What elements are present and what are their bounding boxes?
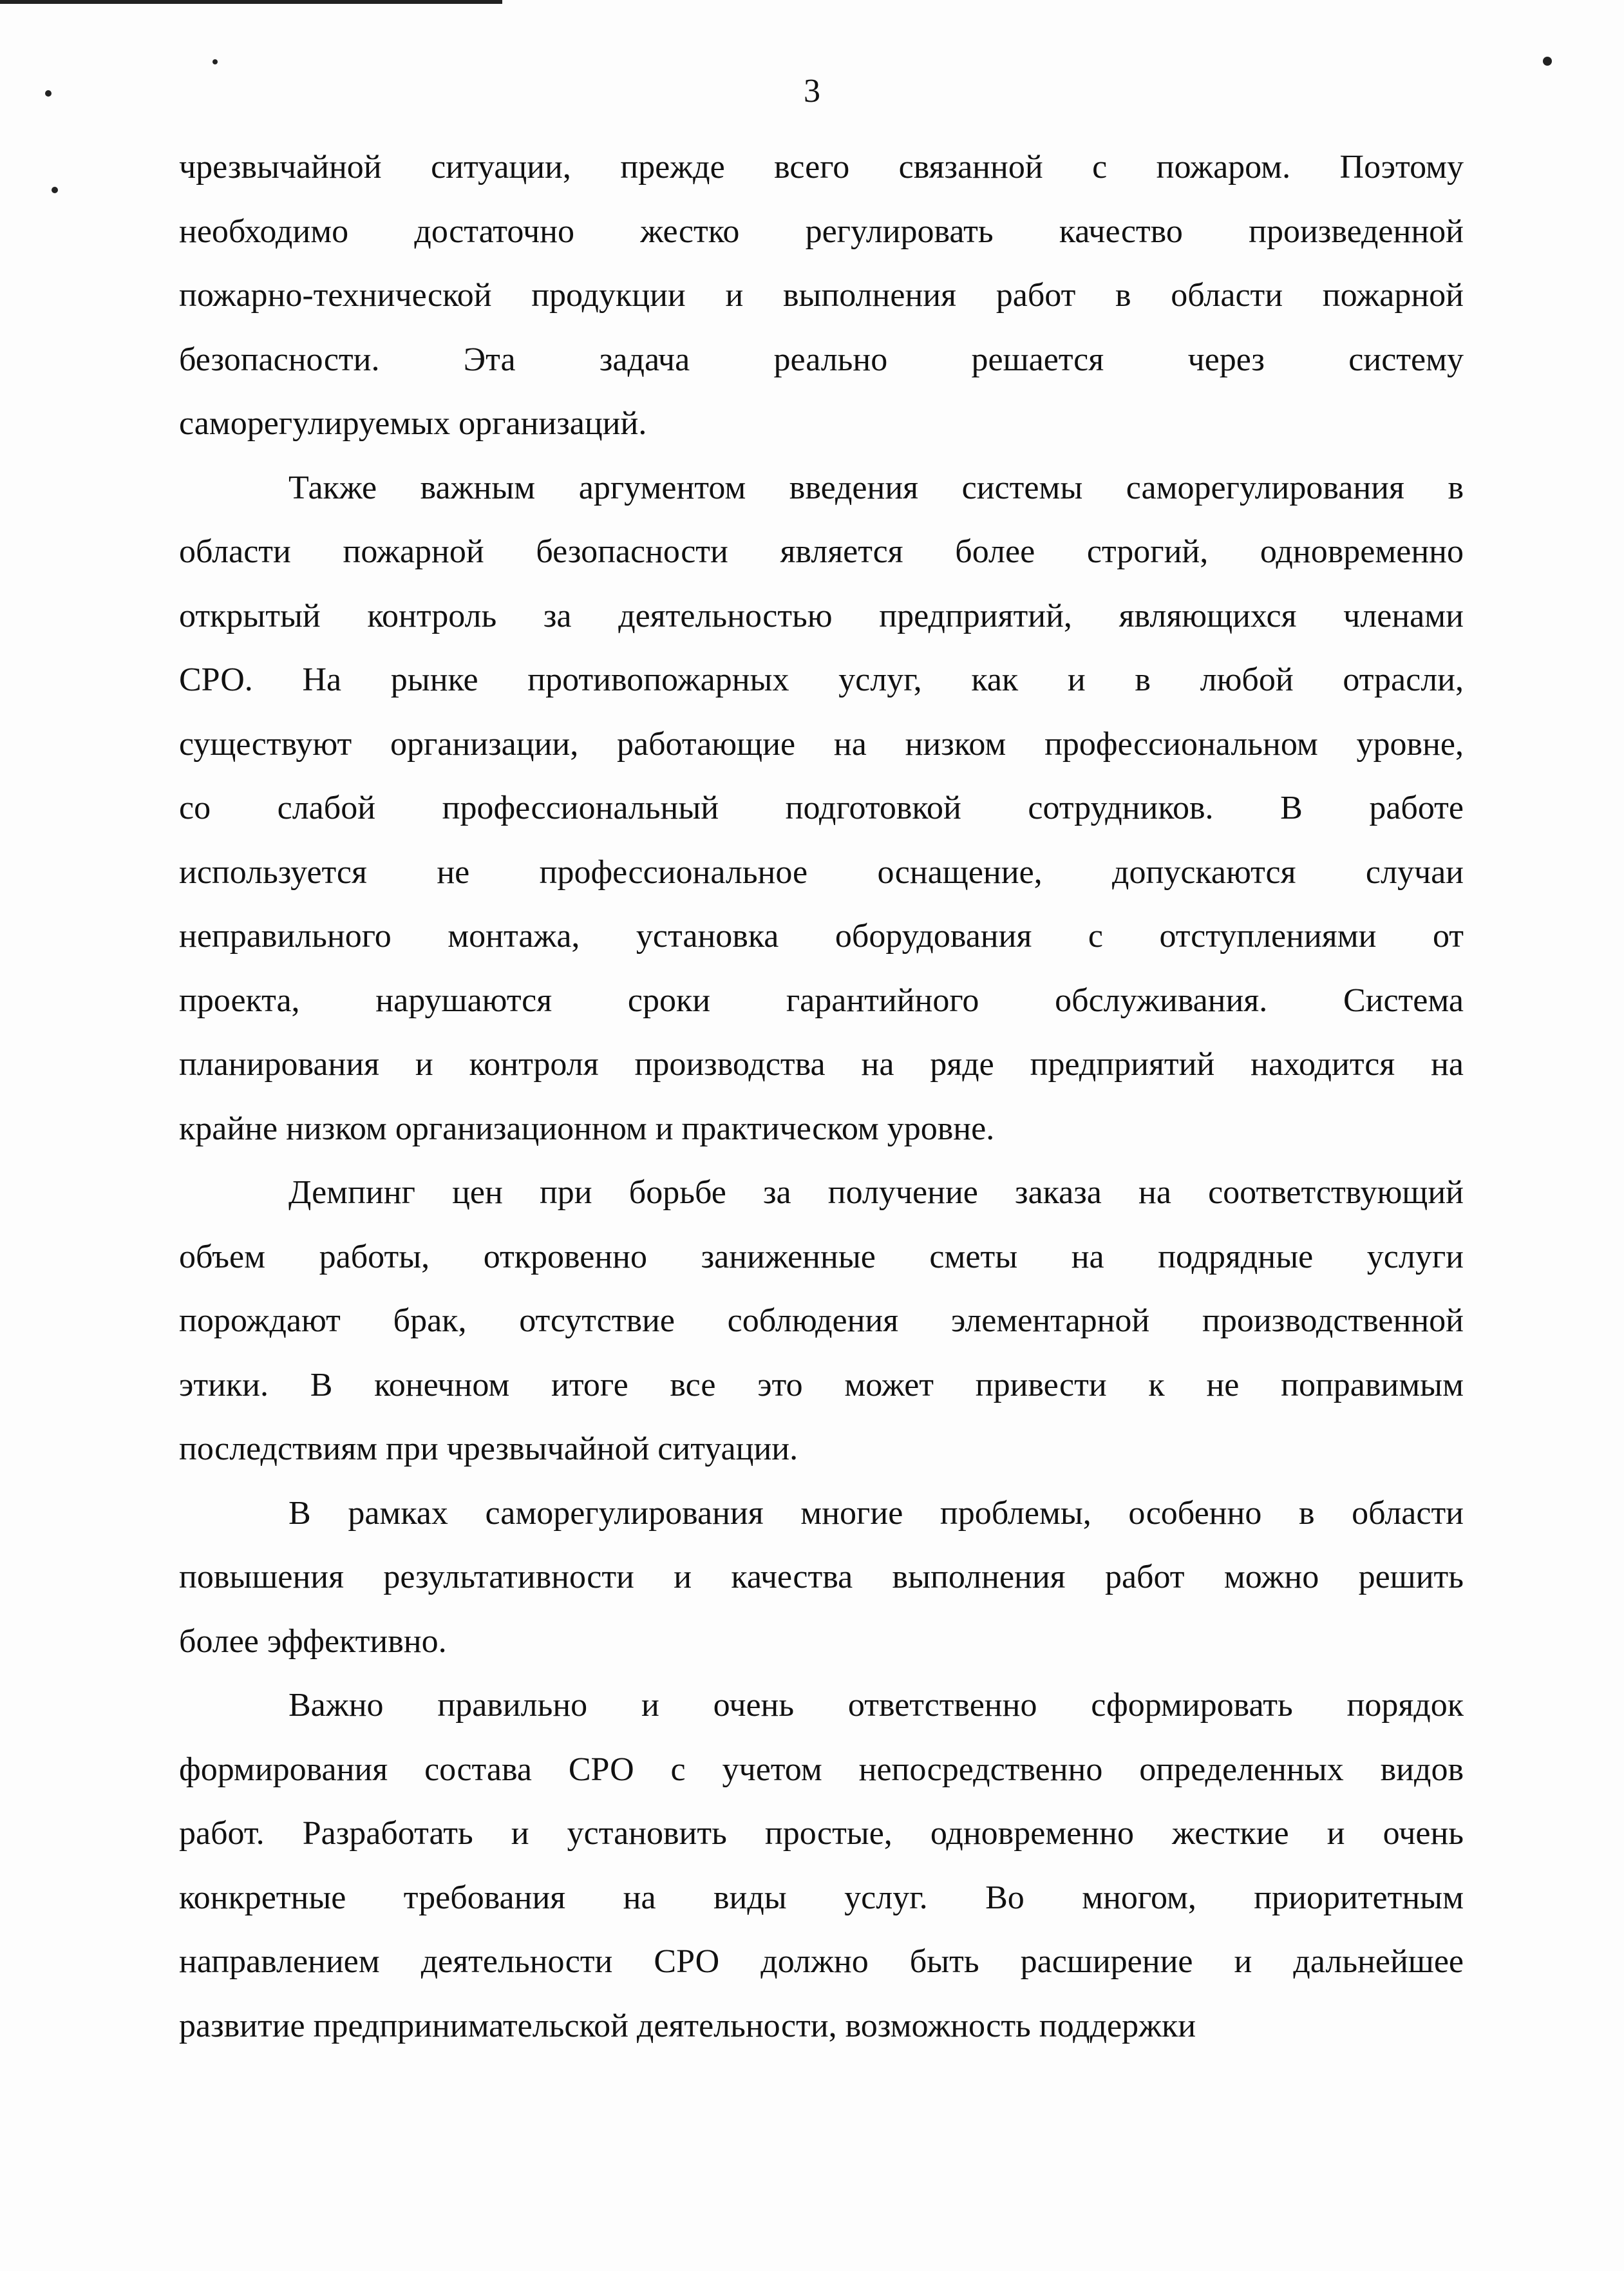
- text-line: области пожарной безопасности является более строгий, одновременно: [179, 533, 1464, 570]
- scan-speck: [52, 187, 58, 193]
- text-line: со слабой профессиональный подготовкой сотрудников. В работе: [179, 790, 1464, 826]
- scan-edge-mark: [0, 0, 502, 4]
- text-line: используется не профессиональное оснащение, допускаются случаи: [179, 853, 1464, 891]
- text-line: крайне низком организационном и практическом уровне.: [179, 1110, 995, 1147]
- paragraph: [179, 1673, 1464, 2058]
- paragraph: [179, 1161, 1464, 1481]
- scan-speck: [1543, 57, 1552, 66]
- text-line: чрезвычайной ситуации, прежде всего связанной с пожаром. Поэтому: [179, 149, 1464, 185]
- text-line: направлением деятельности СРО должно быть расширение и дальнейшее: [179, 1943, 1464, 1980]
- text-line: Также важным аргументом введения системы саморегулирования в: [288, 469, 1464, 506]
- page-number: 3: [804, 73, 820, 109]
- text-line: пожарно-технической продукции и выполнения работ в области пожарной: [179, 277, 1464, 314]
- text-line: саморегулируемых организаций.: [179, 405, 647, 442]
- text-line: открытый контроль за деятельностью предприятий, являющихся членами: [179, 597, 1464, 634]
- text-line: Важно правильно и очень ответственно сформировать порядок: [288, 1687, 1464, 1724]
- text-line: существуют организации, работающие на низком профессиональном уровне,: [179, 725, 1464, 763]
- scan-speck: [212, 59, 218, 64]
- text-line: СРО. На рынке противопожарных услуг, как и в любой отрасли,: [179, 661, 1464, 698]
- text-line: более эффективно.: [179, 1622, 447, 1660]
- text-line: объем работы, откровенно заниженные сметы на подрядные услуги: [179, 1238, 1464, 1275]
- text-line: формирования состава СРО с учетом непосредственно определенных видов: [179, 1751, 1464, 1788]
- text-line: работ. Разработать и установить простые, одновременно жесткие и очень: [179, 1815, 1464, 1852]
- text-line: порождают брак, отсутствие соблюдения элементарной производственной: [179, 1302, 1464, 1339]
- text-line: безопасности. Эта задача реально решается через систему: [179, 341, 1464, 378]
- text-line: Демпинг цен при борьбе за получение заказа на соответствующий: [288, 1174, 1464, 1211]
- text-line: повышения результативности и качества выполнения работ можно решить: [179, 1559, 1464, 1595]
- paragraph: [179, 135, 1464, 456]
- text-line: последствиям при чрезвычайной ситуации.: [179, 1430, 798, 1467]
- text-line: развитие предпринимательской деятельности, возможность поддержки: [179, 2007, 1196, 2044]
- paragraph: [179, 456, 1464, 1161]
- text-line: необходимо достаточно жестко регулировать качество произведенной: [179, 213, 1464, 250]
- text-line: проекта, нарушаются сроки гарантийного обслуживания. Система: [179, 982, 1464, 1019]
- text-line: В рамках саморегулирования многие проблемы, особенно в области: [288, 1494, 1464, 1532]
- document-body: [179, 135, 1464, 2058]
- text-line: планирования и контроля производства на ряде предприятий находится на: [179, 1046, 1464, 1083]
- text-line: этики. В конечном итоге все это может привести к не поправимым: [179, 1366, 1464, 1403]
- paragraph: [179, 1481, 1464, 1674]
- text-line: конкретные требования на виды услуг. Во многом, приоритетным: [179, 1879, 1464, 1916]
- text-line: неправильного монтажа, установка оборудования с отступлениями от: [179, 918, 1464, 955]
